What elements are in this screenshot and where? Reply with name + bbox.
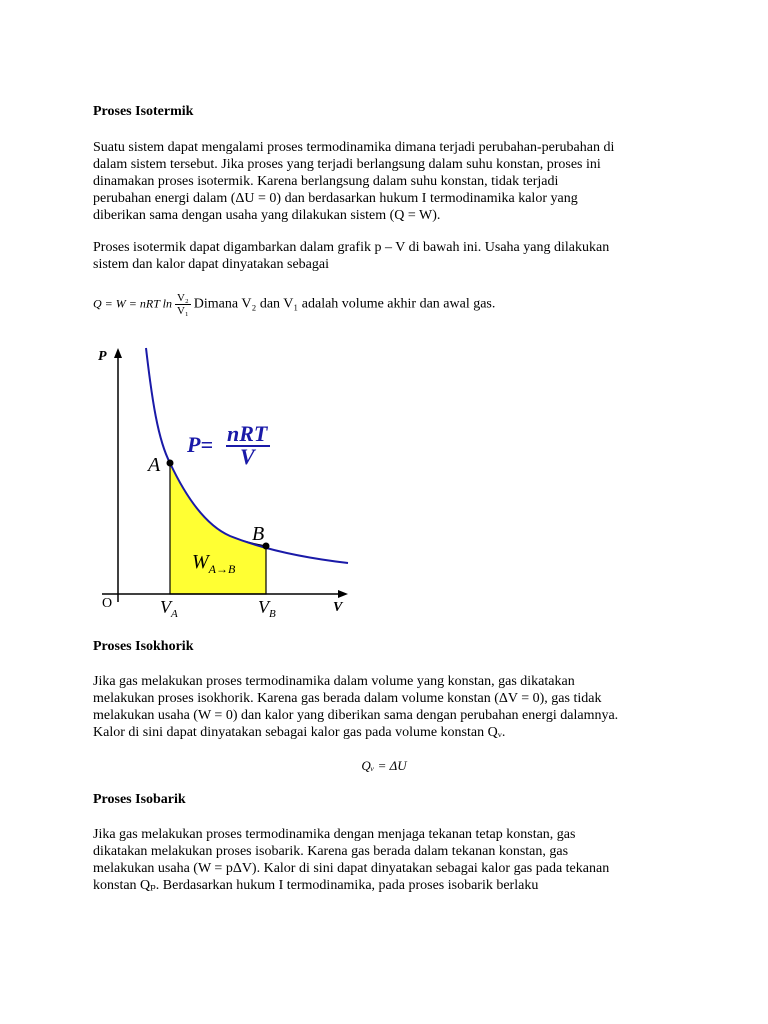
point-b-label: B [252, 523, 265, 545]
text-line: melakukan usaha (W = pΔV). Kalor di sini dapat dinyatakan sebagai kalor gas pada tekanan [93, 861, 610, 876]
text-line: Proses isotermik dapat digambarkan dalam grafik p – V di bawah ini. Usaha yang dilakukan [93, 240, 610, 255]
formula-fraction [175, 292, 191, 317]
formula-isotermik [93, 292, 693, 317]
equation-denominator: V [240, 444, 255, 469]
origin-label: O [102, 596, 113, 611]
text-line: sistem dan kalor dapat dinyatakan sebagai [93, 257, 329, 272]
formula-qv: Qᵥ = ΔU [361, 758, 407, 773]
heading-isobarik: Proses Isobarik [93, 792, 186, 807]
text-line: Kalor di sini dapat dinyatakan sebagai kalor gas pada volume konstan Qᵥ. [93, 725, 506, 740]
text-line: melakukan usaha (W = 0) dan kalor yang diberikan sama dengan perubahan energi dalamnya. [93, 708, 619, 723]
y-axis-label: P [98, 349, 107, 364]
paragraph-isotermik-1 [93, 139, 693, 224]
tick-vb-label [258, 597, 276, 620]
formula-isokhorik [0, 758, 768, 774]
heading-isokhorik: Proses Isokhorik [93, 639, 194, 654]
point-a-label: A [148, 454, 161, 476]
text-line: konstan Qₚ. Berdasarkan hukum I termodinamika, pada proses isobarik berlaku [93, 878, 539, 893]
text-line: melakukan proses isokhorik. Karena gas berada dalam volume konstan (ΔV = 0), gas tidak [93, 691, 602, 706]
tick-vb-main: V [258, 597, 269, 617]
tick-va-sub: A [171, 608, 178, 620]
tick-vb-sub: B [269, 608, 276, 620]
text-line: Jika gas melakukan proses termodinamika dalam volume yang konstan, gas dikatakan [93, 674, 575, 689]
heading-isotermik: Proses Isotermik [93, 104, 194, 119]
text-line: dalam sistem tersebut. Jika proses yang terjadi berlangsung dalam suhu konstan, proses ini [93, 157, 601, 172]
paragraph-isokhorik [93, 673, 693, 741]
x-axis-arrow [338, 590, 348, 598]
text-line: Suatu sistem dapat mengalami proses termodinamika dimana terjadi perubahan-perubahan di [93, 140, 615, 155]
fraction-numerator: V₂ [176, 292, 189, 304]
text-line: Jika gas melakukan proses termodinamika dengan menjaga tekanan tetap konstan, gas [93, 827, 576, 842]
equation-numerator: nRT [227, 421, 268, 446]
work-sub: A→B [208, 562, 236, 576]
text-line: diberikan sama dengan usaha yang dilakukan sistem (Q = W). [93, 208, 441, 223]
tick-va-label [160, 597, 178, 620]
y-axis-arrow [114, 348, 122, 358]
formula-lhs: Q = W = nRT ln [93, 296, 172, 311]
equation-lhs: P= [187, 432, 213, 457]
x-axis-label: V [333, 600, 343, 615]
work-main: W [192, 551, 209, 573]
formula-tail: Dimana V₂ dan V₁ adalah volume akhir dan awal gas. [193, 296, 496, 312]
point-a-marker [167, 460, 174, 467]
isothermal-pv-graph [90, 340, 360, 620]
fraction-denominator: V₁ [176, 305, 189, 317]
text-line: perubahan energi dalam (ΔU = 0) dan berdasarkan hukum I termodinamika kalor yang [93, 191, 578, 206]
paragraph-isotermik-2 [93, 239, 693, 273]
paragraph-isobarik [93, 826, 693, 894]
text-line: dinamakan proses isotermik. Karena berlangsung dalam suhu konstan, tidak terjadi [93, 174, 559, 189]
tick-va-main: V [160, 597, 171, 617]
text-line: dikatakan melakukan proses isobarik. Karena gas berada dalam tekanan konstan, gas [93, 844, 569, 859]
